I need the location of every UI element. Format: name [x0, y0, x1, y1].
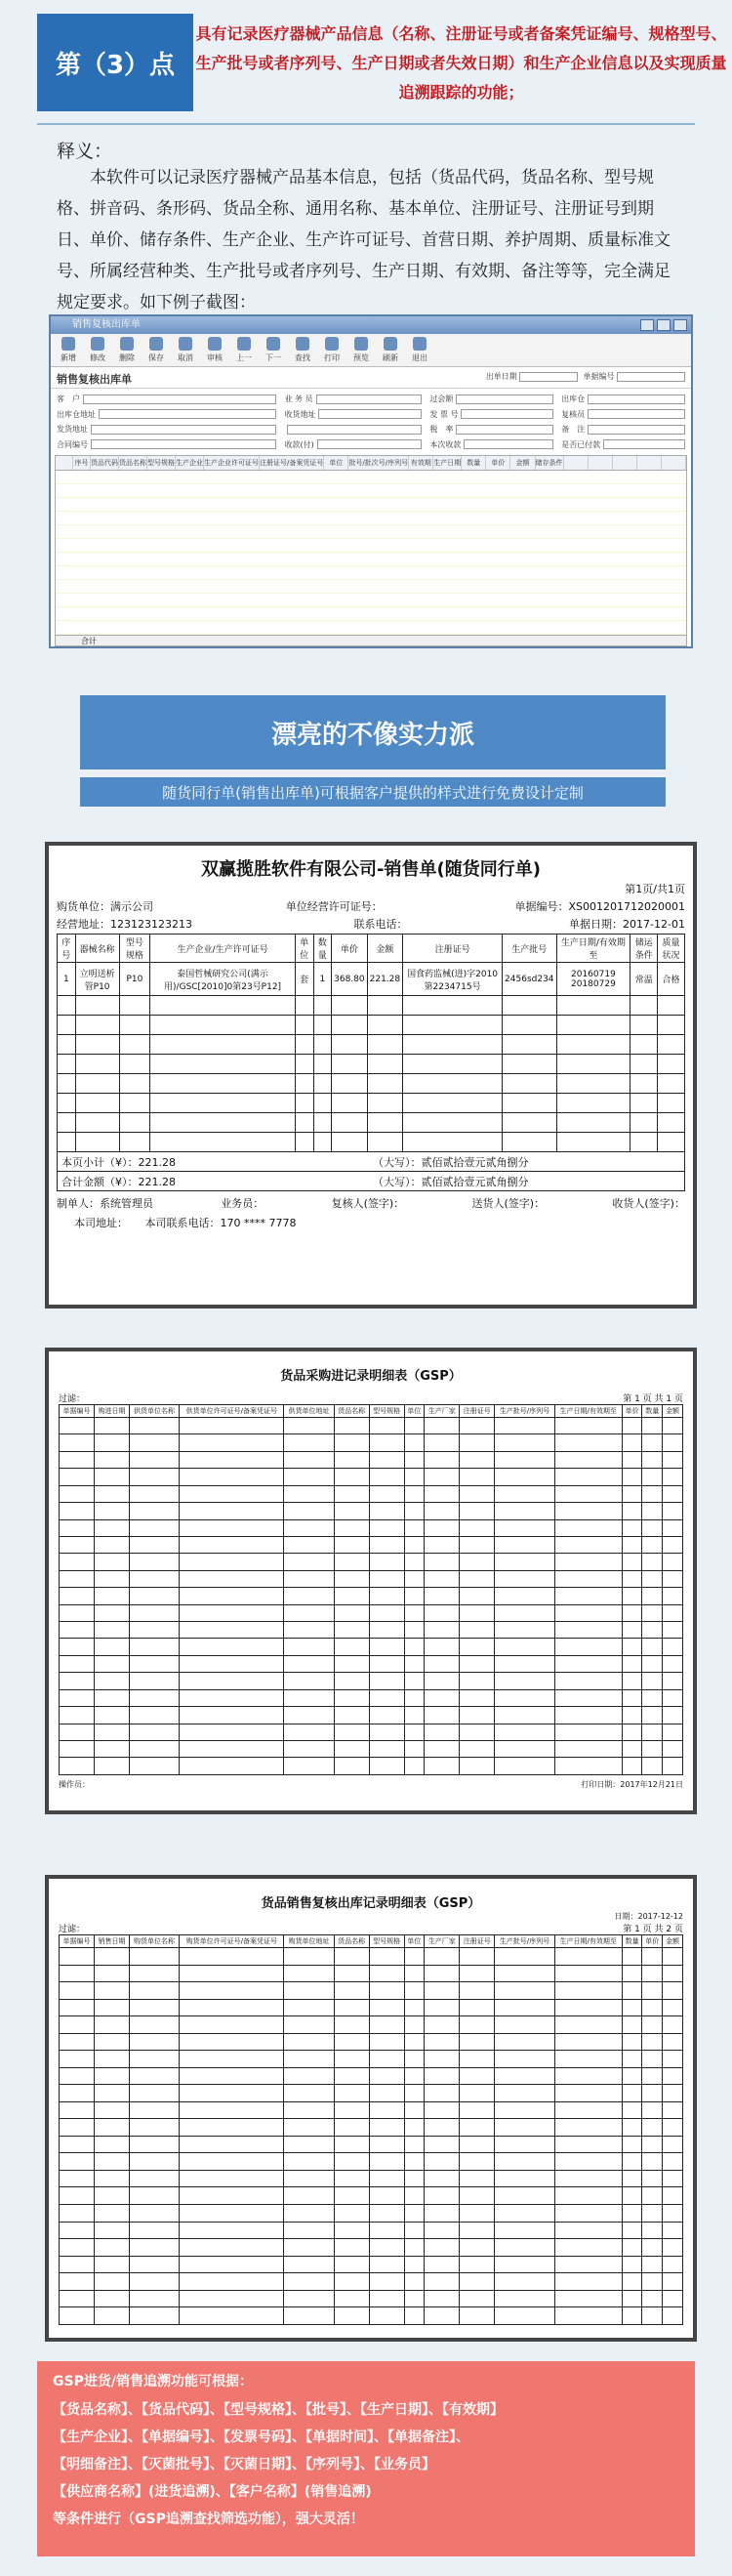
toolbar-icon — [237, 337, 251, 351]
slip-shipper: 送货人(签字)： — [471, 1197, 546, 1210]
review-report — [45, 1875, 697, 2342]
section-badge: 第（3）点 — [37, 14, 193, 111]
grid-column-header: 型号规格 — [147, 456, 176, 470]
report-header: 单据编号 — [60, 1405, 95, 1418]
form-field — [57, 438, 276, 452]
slip-cell: 常温 — [630, 963, 658, 996]
report-header: 数量 — [622, 1935, 642, 1948]
table-row — [60, 1639, 683, 1655]
slip-cell: 合格 — [658, 963, 685, 996]
table-row — [60, 1948, 683, 1966]
slip-cell: 1 — [58, 963, 76, 996]
table-row — [60, 1965, 683, 1982]
table-row — [58, 1016, 685, 1035]
report-header: 购货单位地址 — [284, 1935, 334, 1948]
sales-slip — [45, 842, 697, 1309]
toolbar-label: 刷新 — [383, 353, 398, 362]
toolbar-label: 取消 — [178, 353, 193, 362]
review-title: 货品销售复核出库记录明细表（GSP） — [261, 1896, 481, 1911]
form-field — [561, 423, 685, 436]
form-field-label: 复核员 — [561, 409, 586, 419]
grid-column-header: 金额 — [510, 456, 535, 470]
slip-subtotal-cn: （大写）：贰佰贰拾壹元贰角捌分 — [373, 1155, 529, 1169]
divider — [37, 123, 695, 125]
slip-cell: 2456sd234 — [503, 963, 556, 996]
table-row — [60, 2239, 683, 2257]
table-row — [60, 1418, 683, 1434]
slip-company-address: 本司地址： — [74, 1217, 128, 1229]
window-title: 销售复核出库单 — [72, 319, 141, 330]
grid-header — [55, 455, 687, 471]
grid-corner — [56, 456, 73, 470]
grid-column-header — [637, 456, 662, 470]
purchase-table — [59, 1404, 683, 1775]
grid-body[interactable] — [55, 471, 687, 635]
slip-salesman: 业务员： — [221, 1197, 264, 1210]
table-row — [60, 1707, 683, 1724]
purchase-operator: 操作员： — [59, 1780, 90, 1789]
toolbar-label: 下一 — [265, 353, 281, 362]
date-label: 出单日期 — [485, 372, 517, 381]
table-row — [58, 1094, 685, 1113]
grid-column-header: 生产企业 — [176, 456, 204, 470]
toolbar-icon — [325, 337, 339, 351]
slip-subtotal: 本页小计（¥）：221.28 — [61, 1155, 176, 1169]
table-row — [58, 1113, 685, 1133]
toolbar-button[interactable] — [408, 337, 431, 363]
grid-column-header: 数量 — [462, 456, 486, 470]
toolbar-icon — [384, 337, 397, 351]
report-header: 生产厂家 — [425, 1405, 460, 1418]
slip-cell: P10 — [119, 963, 150, 996]
slip-reviewer: 复核人(签字)： — [331, 1197, 405, 1210]
table-row — [60, 1689, 683, 1706]
table-row — [58, 963, 685, 996]
form-field-label: 出库仓 — [561, 395, 586, 404]
purchase-title: 货品采购进记录明细表（GSP） — [280, 1369, 462, 1384]
toolbar-icon — [296, 337, 309, 351]
summary-line: 等条件进行（GSP追溯查找筛选功能），强大灵活！ — [53, 2512, 364, 2527]
minimize-button[interactable] — [640, 319, 654, 331]
toolbar-label: 删除 — [119, 353, 135, 362]
toolbar-label: 审核 — [207, 353, 223, 362]
report-header: 型号规格 — [369, 1935, 404, 1948]
form-field-input[interactable] — [588, 409, 685, 419]
toolbar-icon — [413, 337, 427, 351]
review-filter: 过滤： — [59, 1925, 86, 1934]
table-row — [58, 1035, 685, 1055]
slip-cell: 221.28 — [367, 963, 403, 996]
toolbar-label: 查找 — [295, 353, 310, 362]
slip-header: 注册证号 — [403, 935, 503, 963]
toolbar-button[interactable] — [144, 337, 168, 363]
form-field — [57, 408, 276, 422]
table-row — [60, 2307, 683, 2325]
report-header: 供货单位许可证号/备案凭证号 — [180, 1405, 284, 1418]
toolbar-button[interactable] — [320, 337, 344, 363]
report-header: 生产批号/序列号 — [495, 1405, 554, 1418]
summary-title: GSP进货/销售追溯功能可根据： — [53, 2374, 253, 2389]
doc-no-label: 单据编号 — [583, 372, 615, 381]
form-field — [561, 393, 685, 406]
table-row — [60, 1999, 683, 2016]
table-row — [60, 1503, 683, 1519]
form-field-input[interactable] — [456, 425, 553, 435]
form-field — [429, 393, 553, 406]
table-row — [60, 2273, 683, 2291]
table-row — [60, 1554, 683, 1570]
form-field-input[interactable] — [287, 425, 422, 435]
table-row — [60, 2101, 683, 2119]
slip-license: 单位经营许可证号： — [285, 900, 383, 913]
toolbar-icon — [354, 337, 368, 351]
form-field-label: 收款(付) — [284, 439, 314, 449]
slip-cell: 1 — [313, 963, 332, 996]
toolbar-icon — [120, 337, 134, 351]
toolbar-button[interactable] — [203, 337, 226, 363]
report-header: 销售日期 — [94, 1935, 129, 1948]
purchase-print-date: 打印日期：2017年12月21日 — [581, 1780, 683, 1789]
table-row — [60, 2085, 683, 2102]
slip-maker: 制单人：系统管理员 — [57, 1197, 153, 1210]
report-header: 生产日期/有效期至 — [554, 1935, 622, 1948]
report-header: 货品名称 — [334, 1935, 369, 1948]
form-field-input[interactable] — [317, 439, 423, 449]
table-row — [58, 1133, 685, 1152]
toolbar-icon — [179, 337, 192, 351]
form-field — [284, 438, 422, 452]
grid-column-header — [662, 456, 686, 470]
table-row — [60, 2051, 683, 2068]
report-header: 注册证号 — [460, 1405, 495, 1418]
report-header: 供货单位地址 — [284, 1405, 334, 1418]
slip-cell: 套 — [295, 963, 313, 996]
toolbar-label: 新增 — [61, 353, 76, 362]
section-heading: 具有记录医疗器械产品信息（名称、注册证号或者备案凭证编号、规格型号、生产批号或者序列号、生产日期或者失效日期）和生产企业信息以及实现质量追溯跟踪的功能； — [195, 24, 727, 102]
table-row — [60, 1469, 683, 1485]
toolbar-label: 打印 — [324, 353, 340, 362]
toolbar-button[interactable] — [262, 337, 285, 363]
form-field-input[interactable] — [464, 439, 553, 449]
table-row — [60, 2033, 683, 2051]
table-row — [60, 2204, 683, 2222]
table-row — [60, 1724, 683, 1740]
form-field-label: 客 户 — [57, 395, 80, 404]
table-row — [60, 2067, 683, 2085]
report-header: 单价 — [622, 1405, 642, 1418]
toolbar-button[interactable] — [174, 337, 197, 363]
review-page: 第 1 页 共 2 页 — [623, 1925, 683, 1934]
form-field-label: 业 务 员 — [284, 395, 313, 404]
toolbar — [51, 334, 691, 367]
form-field-label: 出库仓地址 — [57, 409, 96, 419]
report-header: 数量 — [642, 1405, 663, 1418]
slip-page: 第1页/共1页 — [625, 883, 685, 895]
form-field-input[interactable] — [83, 395, 276, 404]
form-field-input[interactable] — [316, 395, 423, 404]
slip-header: 生产日期/有效期至 — [556, 935, 630, 963]
grid-column-header: 储存条件 — [536, 456, 564, 470]
form-title: 销售复核出库单 — [57, 373, 132, 386]
toolbar-button[interactable] — [349, 337, 373, 363]
slip-header: 型号规格 — [119, 935, 150, 963]
table-row — [60, 1451, 683, 1468]
table-row — [60, 2222, 683, 2239]
report-header: 金额 — [663, 1405, 683, 1418]
form-field — [429, 423, 553, 436]
slip-total-cn: （大写）：贰佰贰拾壹元贰角捌分 — [373, 1175, 529, 1188]
grid-column-header: 序号 — [73, 456, 91, 470]
grid-column-header: 批号/批次号/序列号 — [348, 456, 409, 470]
table-row — [60, 1519, 683, 1536]
grid-column-header: 生产日期 — [433, 456, 462, 470]
form-field-label: 税 率 — [429, 425, 454, 435]
toolbar-label: 退出 — [412, 353, 427, 362]
table-row — [60, 1536, 683, 1553]
toolbar-icon — [61, 337, 75, 351]
table-row — [60, 1588, 683, 1604]
form-field-input[interactable] — [456, 395, 553, 404]
slip-table — [57, 934, 685, 1152]
form-field-input[interactable] — [318, 409, 422, 419]
grid-column-header — [564, 456, 589, 470]
slip-total: 合计金额（¥）：221.28 — [61, 1175, 176, 1188]
table-row — [60, 2119, 683, 2137]
report-header: 供货单位名称 — [129, 1405, 179, 1418]
doc-no-field[interactable] — [617, 372, 685, 382]
toolbar-icon — [149, 337, 163, 351]
slip-header: 生产企业/生产许可证号 — [150, 935, 296, 963]
review-table — [59, 1934, 683, 2325]
form-field — [57, 393, 276, 406]
slip-buyer: 购货单位：满示公司 — [57, 900, 153, 913]
slip-header: 单价 — [332, 935, 368, 963]
date-field[interactable] — [519, 372, 578, 382]
table-row — [58, 996, 685, 1016]
toolbar-label: 上一 — [236, 353, 252, 362]
report-header: 单据编号 — [60, 1935, 95, 1948]
table-row — [60, 1741, 683, 1758]
slip-header: 单位 — [295, 935, 313, 963]
slip-address: 经营地址：123123123213 — [57, 918, 192, 931]
table-row — [58, 1055, 685, 1074]
toolbar-button[interactable] — [291, 337, 314, 363]
form-field — [429, 438, 553, 452]
close-button[interactable] — [673, 319, 687, 331]
grid-column-header: 货品名称 — [119, 456, 147, 470]
grid-column-header: 单价 — [486, 456, 510, 470]
toolbar-button[interactable] — [232, 337, 256, 363]
slip-receiver: 收货人(签字)： — [612, 1197, 685, 1210]
table-row — [60, 1673, 683, 1689]
slip-doc-no: 单据编号：XS001201712020001 — [514, 900, 685, 913]
form-field-input[interactable] — [91, 439, 276, 449]
slip-cell: 国食药监械(进)字2010第2234715号 — [403, 963, 503, 996]
report-header: 单位 — [404, 1405, 425, 1418]
form-field — [57, 423, 276, 436]
form-header — [51, 367, 691, 389]
toolbar-button[interactable] — [115, 337, 139, 363]
grid-column-header: 单位 — [324, 456, 348, 470]
table-row — [60, 2136, 683, 2153]
table-row — [60, 2187, 683, 2205]
form-field — [284, 408, 422, 422]
banner-title: 漂亮的不像实力派 — [80, 695, 666, 769]
table-row — [60, 1485, 683, 1502]
summary-line: 【生产企业】、【单据编号】、【发票号码】、【单据时间】、【单据备注】、 — [53, 2430, 469, 2445]
form-field-input[interactable] — [588, 395, 685, 404]
form-field-label: 收货地址 — [284, 409, 316, 419]
table-row — [60, 2153, 683, 2171]
report-header: 货品名称 — [334, 1405, 369, 1418]
slip-phone: 联系电话： — [353, 918, 408, 931]
form-field-label: 合同编号 — [57, 439, 88, 449]
form-field-input[interactable] — [603, 439, 685, 449]
toolbar-icon — [266, 337, 280, 351]
report-header: 生产日期/有效期至 — [554, 1405, 622, 1418]
grid-column-header: 生产企业许可证号 — [204, 456, 260, 470]
form-field-label: 过会额 — [429, 395, 454, 404]
table-row — [60, 1434, 683, 1451]
slip-header: 器械名称 — [75, 935, 119, 963]
banner-subtitle: 随货同行单(销售出库单)可根据客户提供的样式进行免费设计定制 — [80, 777, 666, 807]
table-row — [60, 2256, 683, 2273]
slip-header: 质量状况 — [658, 935, 685, 963]
maximize-button[interactable] — [657, 319, 671, 331]
report-header: 购货单位名称 — [129, 1935, 179, 1948]
toolbar-label: 预览 — [353, 353, 369, 362]
toolbar-label: 保存 — [148, 353, 164, 362]
slip-header: 储运条件 — [630, 935, 658, 963]
toolbar-icon — [91, 337, 104, 351]
grid-column-header — [589, 456, 613, 470]
grid-column-header: 货品代码 — [91, 456, 119, 470]
report-header: 金额 — [663, 1935, 683, 1948]
slip-company-phone: 本司联系电话：170 **** 7778 — [144, 1217, 297, 1229]
form-field-input[interactable] — [461, 409, 553, 419]
slip-cell: 立明送析管P10 — [75, 963, 119, 996]
form-field-label: 本次收款 — [429, 439, 462, 449]
table-row — [60, 2290, 683, 2307]
form-field — [561, 408, 685, 422]
slip-cell: 368.80 — [332, 963, 368, 996]
summary-line: 【明细备注】、【灭菌批号】、【灭菌日期】、【序列号】、【业务员】 — [53, 2457, 435, 2472]
form-field-input[interactable] — [588, 425, 685, 435]
intro-title: 释义： — [57, 141, 113, 162]
form-field — [284, 393, 422, 406]
grid-column-header: 有效期 — [409, 456, 433, 470]
slip-cell: 泰国哲械研究公司(满示用)/GSC[2010]0第23号P12] — [150, 963, 296, 996]
table-row — [58, 1074, 685, 1094]
toolbar-button[interactable] — [379, 337, 402, 363]
form-fields — [51, 389, 691, 455]
grid-column-header — [613, 456, 637, 470]
report-header: 购进日期 — [94, 1405, 129, 1418]
summary-line: 【供应商名称】(进货追溯)、【客户名称】(销售追溯) — [53, 2484, 372, 2500]
report-header: 型号规格 — [369, 1405, 404, 1418]
slip-header: 生产批号 — [503, 935, 556, 963]
app-window — [49, 314, 693, 648]
form-field-label: 发 票 号 — [429, 409, 459, 419]
review-date: 日期：2017-12-12 — [614, 1912, 683, 1921]
form-field-label: 是否已付款 — [561, 439, 601, 449]
intro-text: 本软件可以记录医疗器械产品基本信息，包括（货品代码，货品名称、型号规格、拼音码、条形码、货品全称、通用名称、基本单位、注册证号、注册证号到期日、单价、储存条件、生产企业、生产许可证号、首营日期、养护周期、质量标准文号、所属经营种类、生产批号或者序列号、生产日期、有效期、备注等等，完全满足规定要求。如下例子截图： — [57, 168, 671, 312]
report-header: 购货单位许可证号/备案凭证号 — [180, 1935, 284, 1948]
slip-header: 序号 — [58, 935, 76, 963]
report-header: 单位 — [404, 1935, 425, 1948]
purchase-report — [45, 1348, 697, 1814]
report-header: 注册证号 — [460, 1935, 495, 1948]
form-field — [284, 423, 422, 436]
slip-title: 双赢揽胜软件有限公司-销售单(随货同行单) — [201, 859, 541, 880]
toolbar-label: 修改 — [90, 353, 105, 362]
grid-footer: 合计 — [55, 635, 687, 646]
form-field-label: 备 注 — [561, 425, 586, 435]
grid-column-header: 注册证号/备案凭证号 — [260, 456, 324, 470]
table-row — [60, 1604, 683, 1621]
report-header: 生产厂家 — [425, 1935, 460, 1948]
summary-box — [37, 2361, 695, 2556]
report-header: 生产批号/序列号 — [495, 1935, 554, 1948]
summary-line: 【货品名称】、【货品代码】、【型号规格】、【批号】、【生产日期】、【有效期】 — [53, 2402, 504, 2418]
table-row — [60, 1622, 683, 1639]
toolbar-button[interactable] — [86, 337, 109, 363]
toolbar-button[interactable] — [57, 337, 80, 363]
slip-header: 数量 — [313, 935, 332, 963]
form-field-input[interactable] — [91, 425, 276, 435]
form-field-label: 发货地址 — [57, 425, 88, 435]
slip-cell: 20160719 20180729 — [556, 963, 630, 996]
table-row — [60, 2170, 683, 2187]
table-row — [60, 1982, 683, 2000]
report-header: 单价 — [642, 1935, 663, 1948]
table-row — [60, 1758, 683, 1775]
table-row — [60, 1570, 683, 1587]
table-row — [60, 2016, 683, 2034]
purchase-filter: 过滤： — [59, 1394, 86, 1404]
form-field-input[interactable] — [99, 409, 276, 419]
window-titlebar — [51, 316, 691, 334]
form-field — [429, 408, 553, 422]
purchase-page: 第 1 页 共 1 页 — [623, 1394, 683, 1404]
table-row — [60, 1655, 683, 1672]
form-field — [561, 438, 685, 452]
toolbar-icon — [208, 337, 222, 351]
slip-date: 单据日期：2017-12-01 — [569, 918, 685, 931]
slip-header: 金额 — [367, 935, 403, 963]
